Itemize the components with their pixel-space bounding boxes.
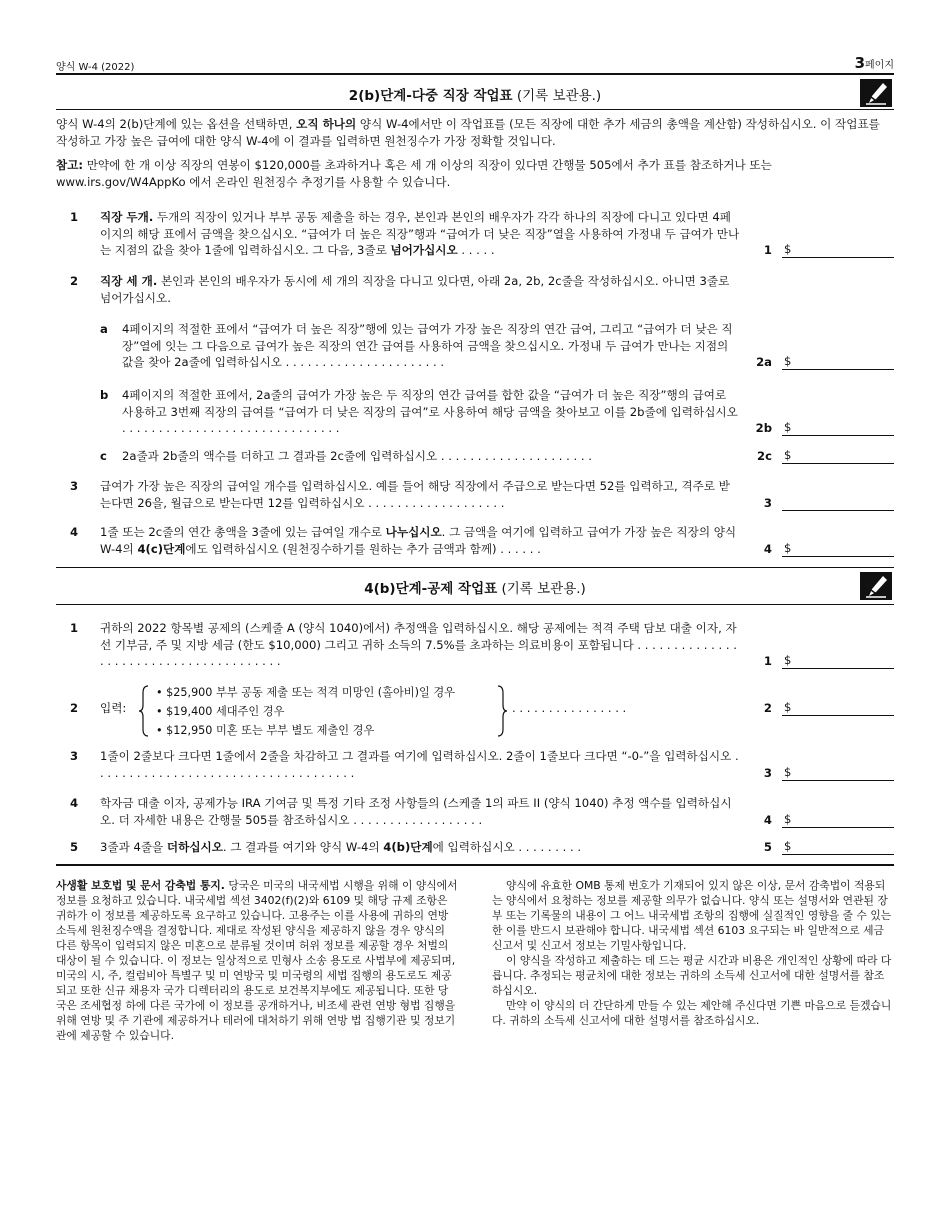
line-1-amount[interactable]: $: [782, 242, 894, 258]
line-4-amount[interactable]: $: [782, 541, 894, 557]
deduction-line-5-amount[interactable]: $: [782, 839, 894, 855]
deduction-line-3-amount[interactable]: $: [782, 765, 894, 781]
line-2c-amount[interactable]: $: [782, 448, 894, 464]
intro-paragraph: 양식 W-4의 2(b)단계에 있는 옵션을 선택하면, 오직 하나의 양식 W-4에서만 이 작업표를 (모든 직장에 대한 추가 세금의 총액을 계산함) 작성하십시오. 이 작업표를 작성하고 가장 높은 급여에 대한 양식 W-4에 이 결과를 입력하면 원천징수가 가장 정확할 것입니다.: [56, 117, 880, 148]
deduction-line-2-amount[interactable]: $: [782, 700, 894, 716]
line-2a-amount[interactable]: $: [782, 354, 894, 370]
line-3-amount[interactable]: [782, 495, 894, 511]
deduction-line-1-amount[interactable]: $: [782, 653, 894, 669]
privacy-notice-left: 사생활 보호법 및 문서 감축법 통지. 당국은 미국의 내국세법 시행을 위해 이 양식에서 정보를 요청하고 있습니다. 내국세법 섹션 3402(f)(2)와 6109 및 해당 규제 조항은 귀하가 이 정보를 제공하도록 요구하고 있습니다. 고용주는 이를 사용에 귀하의 연방 소득세 원천징수액을 결정합니다. 제대로 작성된 양식을 제공하지 않을 경우 양식의 다른 항목이 입력되지 않은 미혼으로 분류될 것이며 허위 정보를 제공할 경우 처벌의 대상이 될 수 있습니다. 이 정보는 일상적으로 민형사 소송 용도로 사법부에 제공되며, 미국의 시, 주, 컬럼비아 특별구 및 미 연방국 및 미국령의 세법 집행의 용도로도 제공되고 또한 신규 채용자 국가 디렉터리의 용도로 보건복지부에도 제공됩니다. 또한 당국은 조세협정 하에 다른 국가에 이 정보를 공개하거나, 비조세 관련 연방 형법 집행을 위해 연방 및 주 기관에 제공하거나 테러에 대처하기 위해 연방 법 집행기관 및 정보기관에 제공할 수 있습니다.: [56, 879, 458, 1042]
privacy-notice-right: 양식에 유효한 OMB 통제 번호가 기재되어 있지 않은 이상, 문서 감축법이 적용되는 양식에서 요청하는 정보를 제공할 의무가 없습니다. 양식 또는 설명서와 연관된 장부 또는 기록물의 내용이 그 어느 내국세법 조항의 집행에 실질적인 영향을 줄 수 있는 한 이를 반드시 보관해야 합니다. 내국세법 섹션 6103 요구되는 바 일반적으로 세금 신고서 및 신고서 정보는 기밀사항입니다. 이 양식을 작성하고 제출하는 데 드는 평균 시간과 비용은 개인적인 상황에 따라 다릅니다. 추정되는 평균치에 대한 정보는 귀하의 소득세 신고서에 대한 설명서를 참조하십시오. 만약 이 양식의 더 간단하게 만들 수 있는 제안해 주신다면 기쁜 마음으로 듣겠습니다. 귀하의 소득세 신고서에 대한 설명서를 참조하십시오.: [492, 879, 892, 1027]
pencil-icon: [860, 572, 892, 600]
section-title-multiple-jobs: 2(b)단계-다중 직장 작업표 (기록 보관용.): [56, 75, 894, 109]
page-number: 3페이지: [854, 54, 894, 72]
line-2b-amount[interactable]: $: [782, 420, 894, 436]
note-paragraph: 참고: 만약에 한 개 이상 직장의 연봉이 $120,000를 초과하거나 혹은 세 개 이상의 직장이 있다면 간행물 505에서 추가 표를 참조하거나 또는 www.irs.gov/W4AppKo 에서 온라인 원천징수 추정기를 사용할 수 있습니다.: [56, 158, 772, 189]
section-title-deductions: 4(b)단계-공제 작업표 (기록 보관용.): [56, 568, 894, 602]
deduction-options: • $25,900 부부 공동 제출 또는 적격 미망인 (홀아비)일 경우 • $19,400 세대주인 경우 • $12,950 미혼 또는 부부 별도 제출인 경우: [156, 686, 455, 737]
form-name: 양식 W-4 (2022): [56, 62, 135, 73]
deduction-line-2: 2 입력: • $25,900 부부 공동 제출 또는 적격 미망인 (홀아비)일 경우 • $19,400 세대주인 경우 • $12,950 미혼 또는 부부 별도 제출인 경우 . . . . . . . . . . . . . . . . 2 $: [56, 683, 894, 739]
deduction-line-4-amount[interactable]: $: [782, 812, 894, 828]
